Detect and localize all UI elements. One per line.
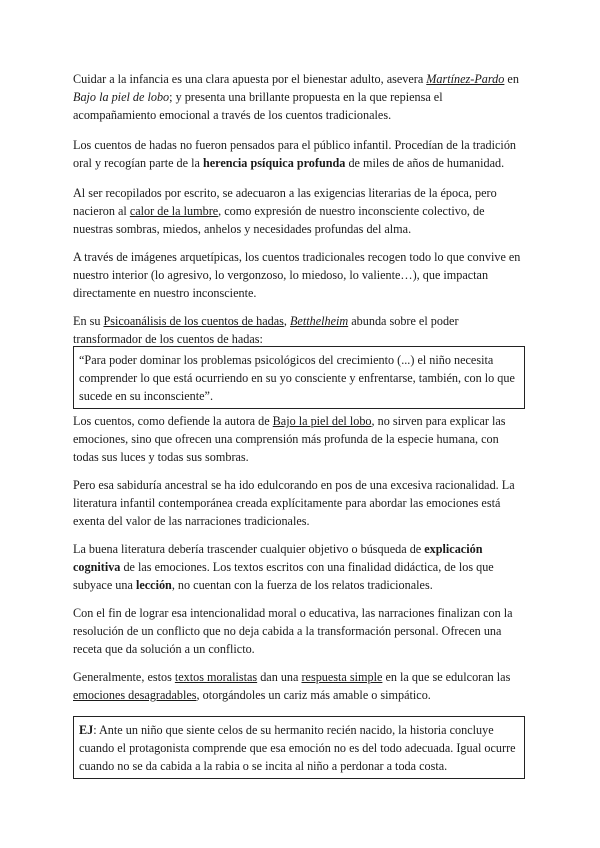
example-label: EJ	[79, 723, 94, 737]
quote-box	[73, 346, 525, 409]
paragraph-sabiduria: Pero esa sabiduría ancestral se ha ido edulcorando en pos de una excesiva racionalidad. La literatura infantil contemporánea creada explícitamente para abordar las emociones está exenta del valor de las narraciones tradicionales.	[73, 478, 515, 528]
book-title-italic: Bajo la piel de lobo	[73, 90, 170, 104]
bold-phrase-explicacion: explicación cognitiva	[73, 542, 483, 574]
paragraph-intencionalidad: Con el fin de lograr esa intencionalidad moral o educativa, las narraciones finalizan con la resolución de un conflicto que no deja cabida a la transformación personal. Ofrecen una receta que da solución a un conflicto.	[73, 606, 513, 656]
bold-phrase-leccion: lección	[135, 578, 172, 592]
book-link-psicoanalisis[interactable]: Psicoanálisis de los cuentos de hadas	[103, 314, 284, 328]
underlined-textos-moralistas: textos moralistas	[174, 670, 258, 684]
paragraph-moralistas: Generalmente, estos textos moralistas dan una respuesta simple en la que se edulcoran las emociones desagradables, otorgándoles un cariz más amable o simpático.	[73, 670, 511, 702]
paragraph-betthelheim: En su Psicoanálisis de los cuentos de hadas, Betthelheim abunda sobre el poder transformador de los cuentos de hadas:	[73, 314, 459, 346]
paragraph-archetypes: A través de imágenes arquetípicas, los cuentos tradicionales recogen todo lo que convive en nuestro interior (lo agresivo, lo vergonzoso, lo miedoso, lo valiente…), que impactan directamente en nuestro inconsciente.	[73, 250, 521, 300]
paragraph-buena-literatura: La buena literatura debería trascender cualquier objetivo o búsqueda de explicación cognitiva de las emociones. Los textos escritos con una finalidad didáctica, de los que subyace una lección, no cuentan con la fuerza de los relatos tradicionales.	[73, 542, 494, 592]
author-link-betthelheim[interactable]: Betthelheim	[289, 314, 349, 328]
underlined-emociones: emociones desagradables	[73, 688, 197, 702]
example-box	[73, 716, 525, 779]
paragraph-intro: Cuidar a la infancia es una clara apuesta por el bienestar adulto, asevera Martínez-Pardo en Bajo la piel de lobo; y presenta una brillante propuesta en la que repiensa el acompañamiento emocional a través de los cuentos tradicionales.	[73, 72, 519, 122]
bold-phrase-herencia: herencia psíquica profunda	[202, 156, 346, 170]
paragraph-cuentos: Los cuentos, como defiende la autora de Bajo la piel del lobo, no sirven para explicar las emociones, sino que ofrecen una comprensión más profunda de la especie humana, con todas sus luces y todas sus sombras.	[73, 414, 506, 464]
author-link-martinez-pardo[interactable]: Martínez-Pardo	[426, 72, 505, 86]
underlined-respuesta-simple: respuesta simple	[301, 670, 383, 684]
book-link-bajo-la-piel[interactable]: Bajo la piel del lobo	[272, 414, 372, 428]
example-text: : Ante un niño que siente celos de su hermanito recién nacido, la historia concluye cuando el protagonista comprende que esa emoción no es del todo adecuada. Igual ocurre cuando no se da cabida a la rabia o se incita al niño a perdonar a toda costa.	[79, 723, 516, 773]
paragraph-origins: Los cuentos de hadas no fueron pensados para el público infantil. Procedían de la tradición oral y recogían parte de la herencia psíquica profunda de miles de años de humanidad.	[73, 138, 517, 170]
paragraph-written: Al ser recopilados por escrito, se adecuaron a las exigencias literarias de la época, pero nacieron al calor de la lumbre, como expresión de nuestro inconsciente colectivo, de nuestras sombras, miedos, anhelos y necesidades profundas del alma.	[73, 186, 497, 236]
quote-text: “Para poder dominar los problemas psicológicos del crecimiento (...) el niño necesita comprender lo que está ocurriendo en su yo consciente y enfrentarse, también, con lo que sucede en su inconsciente”.	[79, 353, 515, 403]
underlined-calor-lumbre: calor de la lumbre	[129, 204, 219, 218]
